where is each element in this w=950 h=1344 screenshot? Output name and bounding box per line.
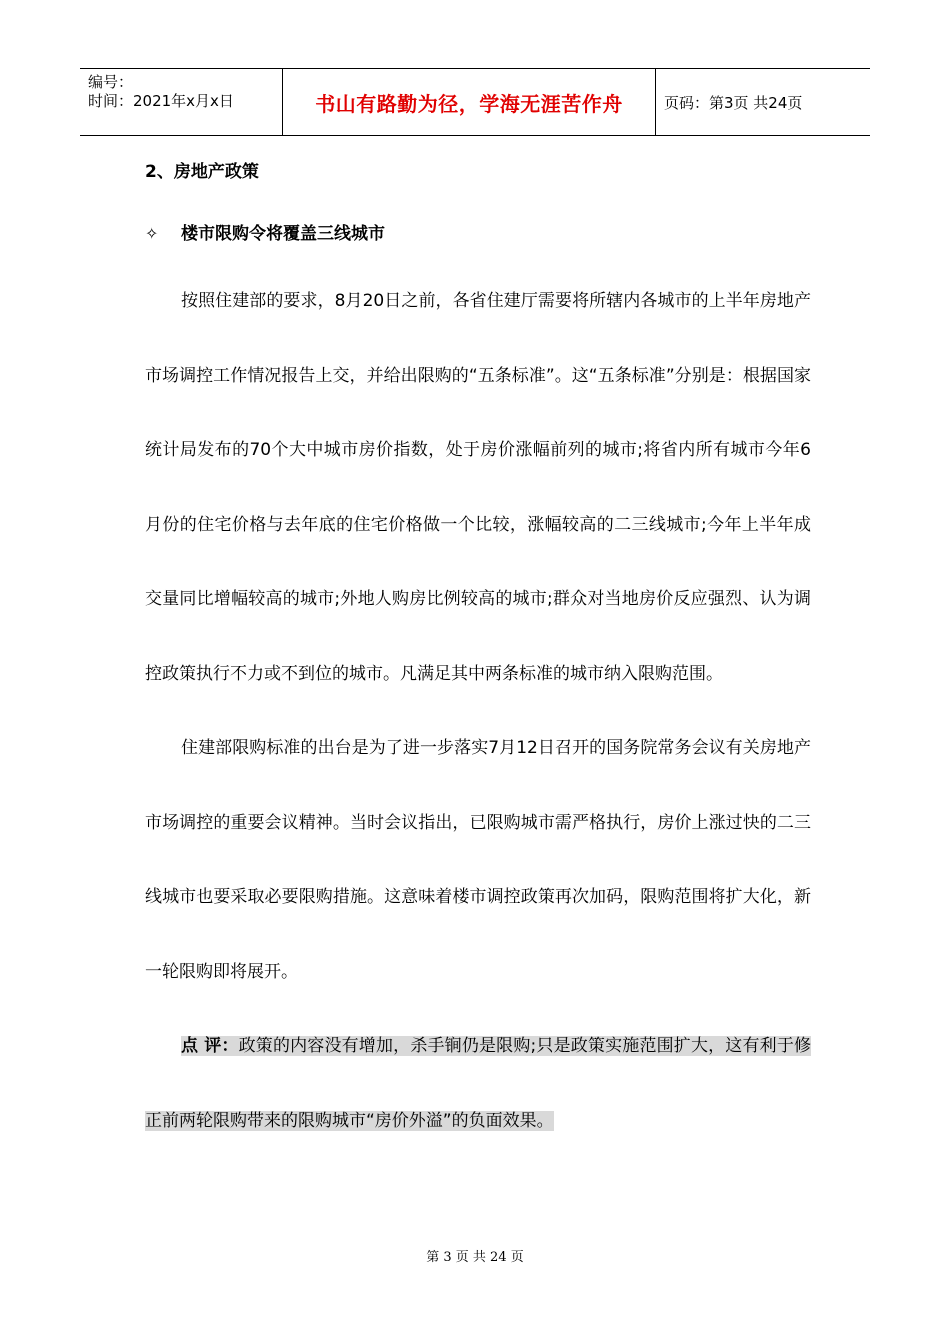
document-body [145, 160, 811, 1158]
comment-label: 点 评： [181, 1036, 239, 1056]
header-meta-cell [80, 69, 282, 135]
header-page-info: 页码：第3页 共24页 [664, 93, 803, 112]
paragraph-1: 按照住建部的要求，8月20日之前，各省住建厅需要将所辖内各城市的上半年房地产市场调控工作情况报告上交，并给出限购的“五条标准”。这“五条标准”分别是：根据国家统计局发布的70个大中城市房价指数，处于房价涨幅前列的城市;将省内所有城市今年6月份的住宅价格与去年底的住宅价格做一个比较，涨幅较高的二三线城市;今年上半年成交量同比增幅较高的城市;外地人购房比例较高的城市;群众对当地房价反应强烈、认为调控政策执行不力或不到位的城市。凡满足其中两条标准的城市纳入限购范围。 [145, 291, 811, 684]
header-number-label: 编号： [88, 73, 134, 91]
header-motto: 书山有路勤为径，学海无涯苦作舟 [282, 69, 656, 135]
comment-paragraph [145, 1009, 811, 1158]
subsection-heading [145, 222, 811, 246]
subsection-heading-text: 楼市限购令将覆盖三线城市 [181, 224, 385, 244]
section-heading: 2、房地产政策 [145, 162, 259, 182]
header-time-label: 时间：2021年x月x日 [88, 92, 234, 110]
comment-text: 政策的内容没有增加，杀手锏仍是限购;只是政策实施范围扩大，这有利于修正前两轮限购带来的限购城市“房价外溢”的负面效果。 [145, 1036, 811, 1131]
page-footer: 第 3 页 共 24 页 [426, 1250, 524, 1265]
paragraph-2: 住建部限购标准的出台是为了进一步落实7月12日召开的国务院常务会议有关房地产市场调控的重要会议精神。当时会议指出，已限购城市需严格执行，房价上涨过快的二三线城市也要采取必要限购措施。这意味着楼市调控政策再次加码，限购范围将扩大化，新一轮限购即将展开。 [145, 738, 811, 982]
page-header [80, 68, 870, 136]
diamond-bullet-icon: ✧ [145, 224, 159, 243]
